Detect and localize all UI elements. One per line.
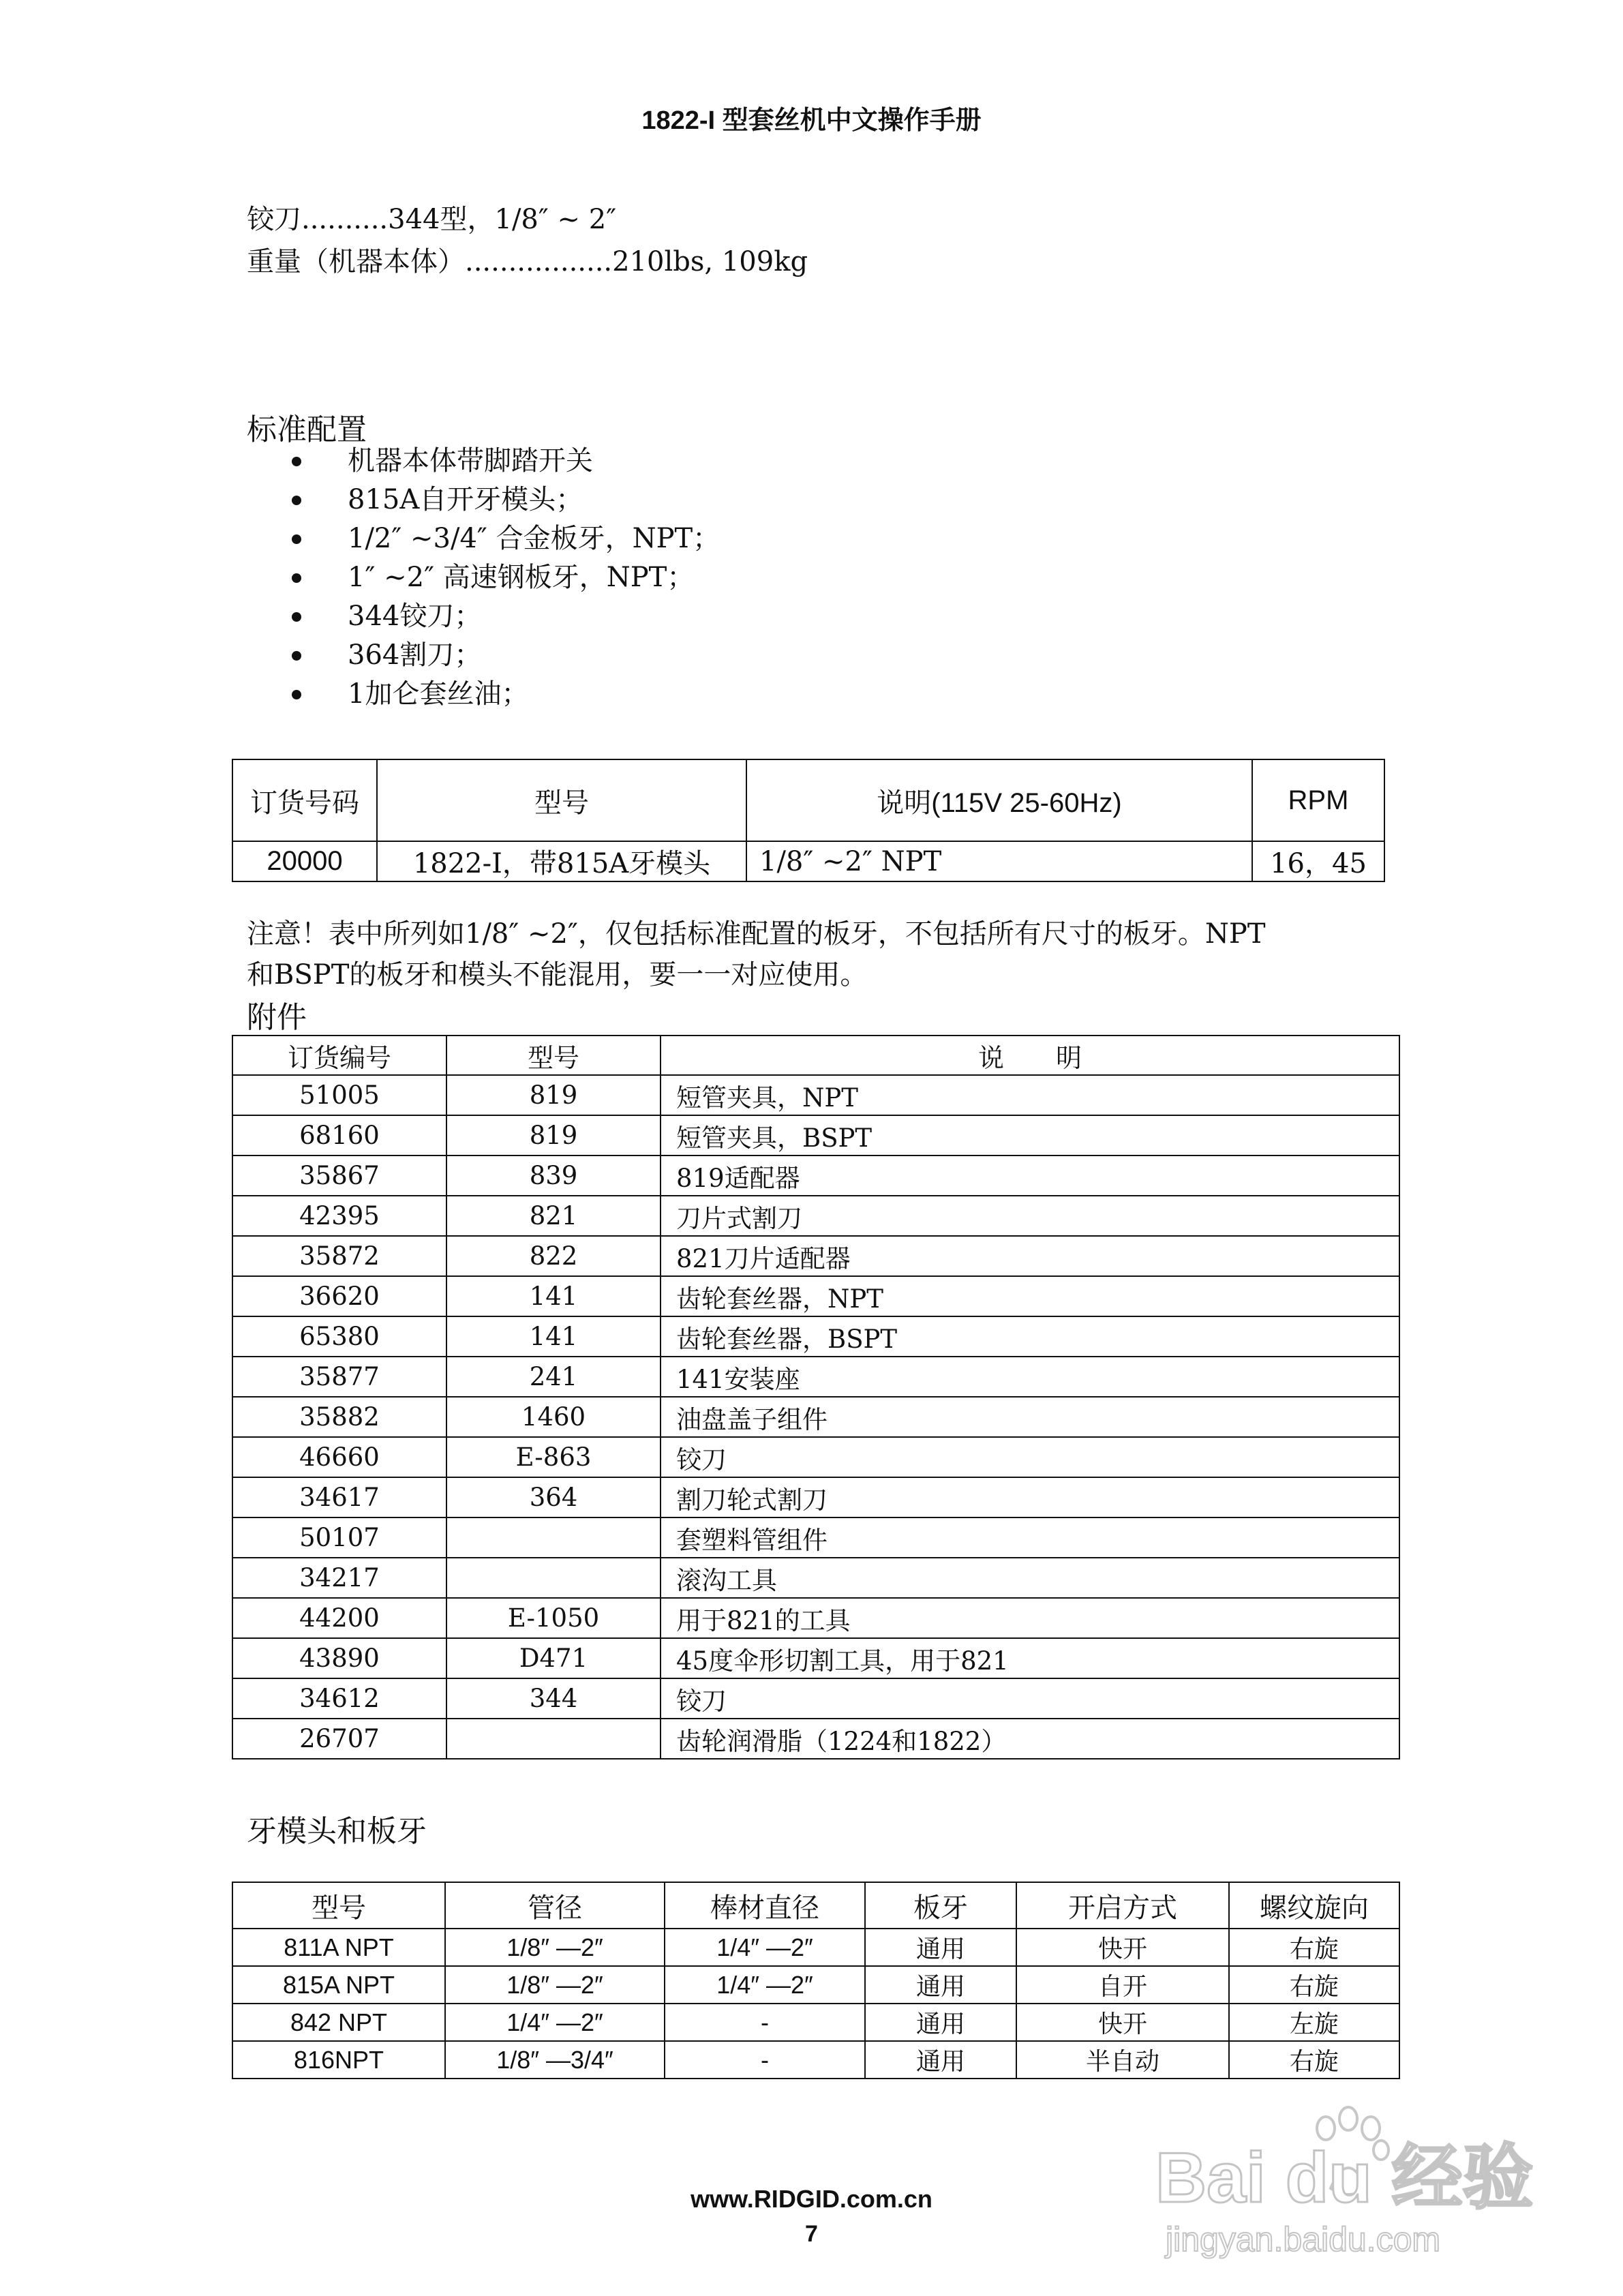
cell-model: 811A NPT xyxy=(232,1929,445,1966)
cell-order-no: 44200 xyxy=(232,1598,446,1638)
cell-model xyxy=(446,1719,661,1759)
col-header-model: 型号 xyxy=(232,1882,445,1929)
cell-order-no: 35877 xyxy=(232,1357,446,1397)
col-header-model: 型号 xyxy=(377,759,746,841)
cell-model xyxy=(446,1517,661,1558)
bullet-icon xyxy=(292,496,301,505)
note-line: 和BSPT的板牙和模头不能混用，要一一对应使用。 xyxy=(247,959,868,991)
cell-order-no: 42395 xyxy=(232,1196,446,1236)
cell-order-no: 34617 xyxy=(232,1477,446,1517)
cell-pipe-size: 1/8″ —2″ xyxy=(445,1966,665,2004)
col-header-order-no: 订货号码 xyxy=(232,759,377,841)
bullet-icon xyxy=(292,534,301,544)
cell-model: 815A NPT xyxy=(232,1966,445,2004)
order-table xyxy=(232,759,1385,882)
cell-description: 刀片式割刀 xyxy=(661,1196,1399,1236)
table-header-row xyxy=(232,1036,1399,1075)
bullet-icon xyxy=(292,457,301,466)
cell-opening: 快开 xyxy=(1016,2004,1229,2041)
spec-weight: 重量（机器本体）.................210lbs, 109kg xyxy=(247,246,808,277)
col-header-description: 说 明 xyxy=(661,1036,1399,1075)
cell-model: E-1050 xyxy=(446,1598,661,1638)
page-number: 7 xyxy=(805,2221,818,2247)
table-row xyxy=(232,1678,1399,1719)
bullet-icon xyxy=(292,573,301,583)
cell-bar-size: 1/4″ —2″ xyxy=(665,1966,865,2004)
cell-model: 819 xyxy=(446,1075,661,1115)
table-row xyxy=(232,1357,1399,1397)
cell-description: 821刀片适配器 xyxy=(661,1236,1399,1276)
cell-die: 通用 xyxy=(865,1929,1016,1966)
dies-body xyxy=(232,1929,1399,2079)
table-row xyxy=(232,1517,1399,1558)
cell-model: 839 xyxy=(446,1155,661,1196)
spec-reamer: 铰刀..........344型，1/8″ ~ 2″ xyxy=(247,204,617,235)
bullet-icon xyxy=(292,690,301,699)
cell-pipe-size: 1/8″ —2″ xyxy=(445,1929,665,1966)
cell-description: 141安装座 xyxy=(661,1357,1399,1397)
col-header-opening: 开启方式 xyxy=(1016,1882,1229,1929)
cell-description: 1/8″ ~2″ NPT xyxy=(746,841,1252,881)
cell-model: 822 xyxy=(446,1236,661,1276)
table-row xyxy=(232,1397,1399,1437)
cell-model: 1460 xyxy=(446,1397,661,1437)
cell-description: 用于821的工具 xyxy=(661,1598,1399,1638)
cell-order-no: 20000 xyxy=(232,841,377,881)
footer-url[interactable]: www.RIDGID.com.cn xyxy=(691,2185,932,2213)
cell-description: 45度伞形切割工具，用于821 xyxy=(661,1638,1399,1678)
cell-description: 短管夹具，NPT xyxy=(661,1075,1399,1115)
list-item: 机器本体带脚踏开关 xyxy=(286,442,720,481)
cell-bar-size: - xyxy=(665,2041,865,2079)
cell-model xyxy=(446,1558,661,1598)
col-header-thread-direction: 螺纹旋向 xyxy=(1229,1882,1399,1929)
dies-title: 牙模头和板牙 xyxy=(247,1814,427,1849)
table-row xyxy=(232,841,1384,881)
table-row xyxy=(232,1115,1399,1155)
col-header-rpm: RPM xyxy=(1252,759,1384,841)
accessories-table xyxy=(232,1035,1400,1759)
cell-model: 842 NPT xyxy=(232,2004,445,2041)
cell-description: 齿轮润滑脂（1224和1822） xyxy=(661,1719,1399,1759)
col-header-order-no: 订货编号 xyxy=(232,1036,446,1075)
cell-order-no: 65380 xyxy=(232,1316,446,1357)
table-row xyxy=(232,1236,1399,1276)
cell-order-no: 50107 xyxy=(232,1517,446,1558)
cell-pipe-size: 1/4″ —2″ xyxy=(445,2004,665,2041)
cell-description: 套塑料管组件 xyxy=(661,1517,1399,1558)
cell-order-no: 34612 xyxy=(232,1678,446,1719)
cell-thread-direction: 右旋 xyxy=(1229,1929,1399,1966)
table-row xyxy=(232,1598,1399,1638)
cell-description: 短管夹具，BSPT xyxy=(661,1115,1399,1155)
cell-model: 344 xyxy=(446,1678,661,1719)
cell-order-no: 36620 xyxy=(232,1276,446,1316)
table-row xyxy=(232,1929,1399,1966)
cell-model: 241 xyxy=(446,1357,661,1397)
cell-description: 滚沟工具 xyxy=(661,1558,1399,1598)
list-item: 1加仑套丝油； xyxy=(286,675,720,714)
table-row xyxy=(232,1155,1399,1196)
bullet-icon xyxy=(292,651,301,661)
page-header: 1822-I 型套丝机中文操作手册 xyxy=(641,106,982,135)
cell-description: 819适配器 xyxy=(661,1155,1399,1196)
list-item: 1″ ~2″ 高速钢板牙，NPT； xyxy=(286,558,720,597)
dies-table xyxy=(232,1882,1400,2079)
table-row xyxy=(232,1316,1399,1357)
cell-description: 割刀轮式割刀 xyxy=(661,1477,1399,1517)
cell-order-no: 46660 xyxy=(232,1437,446,1477)
note-line: 注意！表中所列如1/8″ ~2″，仅包括标准配置的板牙，不包括所有尺寸的板牙。NPT xyxy=(247,918,1266,950)
cell-opening: 自开 xyxy=(1016,1966,1229,2004)
cell-die: 通用 xyxy=(865,1966,1016,2004)
cell-thread-direction: 左旋 xyxy=(1229,2004,1399,2041)
col-header-pipe-size: 管径 xyxy=(445,1882,665,1929)
table-row xyxy=(232,1196,1399,1236)
cell-model: D471 xyxy=(446,1638,661,1678)
cell-model: 141 xyxy=(446,1276,661,1316)
list-item: 1/2″ ~3/4″ 合金板牙，NPT； xyxy=(286,519,720,558)
cell-die: 通用 xyxy=(865,2041,1016,2079)
table-row xyxy=(232,1075,1399,1115)
cell-model: 141 xyxy=(446,1316,661,1357)
cell-thread-direction: 右旋 xyxy=(1229,1966,1399,2004)
cell-bar-size: - xyxy=(665,2004,865,2041)
table-row xyxy=(232,1477,1399,1517)
col-header-model: 型号 xyxy=(446,1036,661,1075)
cell-description: 铰刀 xyxy=(661,1678,1399,1719)
table-header-row xyxy=(232,759,1384,841)
cell-description: 齿轮套丝器，NPT xyxy=(661,1276,1399,1316)
cell-model: 364 xyxy=(446,1477,661,1517)
list-item: 344铰刀； xyxy=(286,597,720,636)
note-paragraph xyxy=(247,913,1406,995)
cell-order-no: 35882 xyxy=(232,1397,446,1437)
cell-order-no: 35867 xyxy=(232,1155,446,1196)
cell-model: E-863 xyxy=(446,1437,661,1477)
cell-model: 1822-I，带815A牙模头 xyxy=(377,841,746,881)
cell-order-no: 35872 xyxy=(232,1236,446,1276)
standard-config-title: 标准配置 xyxy=(247,412,367,447)
table-row xyxy=(232,1638,1399,1678)
accessories-body xyxy=(232,1075,1399,1759)
table-row xyxy=(232,1558,1399,1598)
accessories-title: 附件 xyxy=(247,1000,307,1035)
table-row xyxy=(232,1966,1399,2004)
cell-bar-size: 1/4″ —2″ xyxy=(665,1929,865,1966)
col-header-die: 板牙 xyxy=(865,1882,1016,1929)
cell-die: 通用 xyxy=(865,2004,1016,2041)
cell-order-no: 26707 xyxy=(232,1719,446,1759)
cell-model: 819 xyxy=(446,1115,661,1155)
watermark-brand: Bai du 经验 xyxy=(1155,2139,1534,2218)
standard-config-list xyxy=(286,442,720,714)
table-row xyxy=(232,1437,1399,1477)
cell-order-no: 68160 xyxy=(232,1115,446,1155)
cell-rpm: 16，45 xyxy=(1252,841,1384,881)
list-item: 815A自开牙模头； xyxy=(286,481,720,519)
cell-opening: 快开 xyxy=(1016,1929,1229,1966)
table-row xyxy=(232,1276,1399,1316)
col-header-description: 说明(115V 25-60Hz) xyxy=(746,759,1252,841)
table-header-row xyxy=(232,1882,1399,1929)
cell-model: 821 xyxy=(446,1196,661,1236)
cell-thread-direction: 右旋 xyxy=(1229,2041,1399,2079)
cell-order-no: 43890 xyxy=(232,1638,446,1678)
col-header-bar-size: 棒材直径 xyxy=(665,1882,865,1929)
cell-order-no: 51005 xyxy=(232,1075,446,1115)
table-row xyxy=(232,2041,1399,2079)
cell-description: 齿轮套丝器，BSPT xyxy=(661,1316,1399,1357)
bullet-icon xyxy=(292,612,301,622)
table-row xyxy=(232,1719,1399,1759)
cell-opening: 半自动 xyxy=(1016,2041,1229,2079)
cell-description: 铰刀 xyxy=(661,1437,1399,1477)
cell-description: 油盘盖子组件 xyxy=(661,1397,1399,1437)
list-item: 364割刀； xyxy=(286,636,720,675)
table-row xyxy=(232,2004,1399,2041)
cell-order-no: 34217 xyxy=(232,1558,446,1598)
cell-pipe-size: 1/8″ —3/4″ xyxy=(445,2041,665,2079)
cell-model: 816NPT xyxy=(232,2041,445,2079)
watermark-site: jingyan.baidu.com xyxy=(1166,2220,1441,2259)
